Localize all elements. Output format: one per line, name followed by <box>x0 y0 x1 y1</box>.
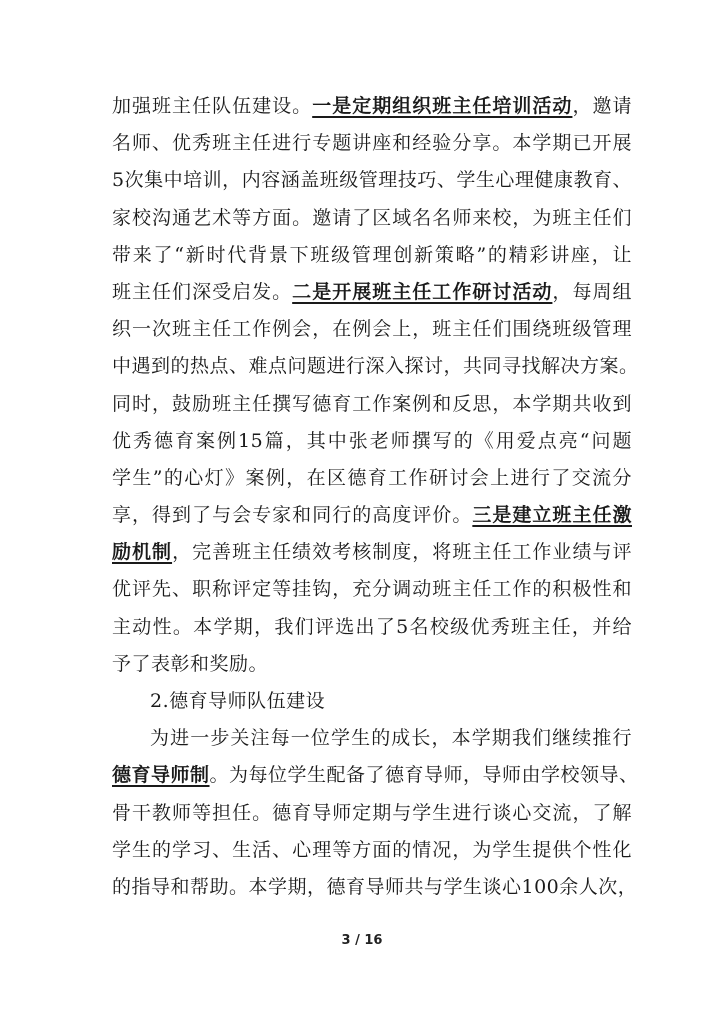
text-line: 优秀德育案例15篇，其中张老师撰写的《用爱点亮“问题 <box>112 429 632 452</box>
text-line: 中遇到的热点、难点问题进行深入探讨，共同寻找解决方案。 <box>112 355 639 378</box>
highlight-phrase: 励机制 <box>112 541 173 564</box>
text-line: 为进一步关注每一位学生的成长，本学期我们继续推行 <box>150 727 632 750</box>
highlight-phrase: 二是开展班主任工作研讨活动 <box>292 280 553 303</box>
text-line: 家校沟通艺术等方面。邀请了区域名名师来校，为班主任们 <box>112 206 632 229</box>
text-line: 学生”的心灯》案例，在区德育工作研讨会上进行了交流分 <box>112 466 632 489</box>
body-text <box>112 88 639 906</box>
text-line: 5次集中培训，内容涵盖班级管理技巧、学生心理健康教育、 <box>112 169 632 192</box>
text-line: 名师、优秀班主任进行专题讲座和经验分享。本学期已开展 <box>112 132 632 155</box>
text-line: 德育导师制。为每位学生配备了德育导师，导师由学校领导、 <box>112 764 639 787</box>
page-number: 3 / 16 <box>341 933 383 948</box>
text-line: 骨干教师等担任。德育导师定期与学生进行谈心交流，了解 <box>112 801 632 824</box>
text-line: 加强班主任队伍建设。一是定期组织班主任培训活动，邀请 <box>112 95 632 117</box>
text-line: 优评先、职称评定等挂钩，充分调动班主任工作的积极性和 <box>112 578 632 601</box>
text-line: 励机制，完善班主任绩效考核制度，将班主任工作业绩与评 <box>112 541 632 564</box>
highlight-phrase: 一是定期组织班主任培训活动 <box>312 95 573 117</box>
highlight-phrase: 德育导师制 <box>112 764 210 787</box>
section-heading: 2.德育导师队伍建设 <box>150 690 326 712</box>
text-line: 学生的学习、生活、心理等方面的情况，为学生提供个性化 <box>112 838 632 861</box>
text-line: 予了表彰和奖励。 <box>112 652 269 675</box>
text-line: 班主任们深受启发。二是开展班主任工作研讨活动，每周组 <box>112 280 632 303</box>
text-line: 享，得到了与会专家和同行的高度评价。三是建立班主任激 <box>112 504 632 527</box>
text-line: 的指导和帮助。本学期，德育导师共与学生谈心100余人次， <box>112 875 638 898</box>
text-line: 同时，鼓励班主任撰写德育工作案例和反思，本学期共收到 <box>112 392 632 415</box>
highlight-phrase: 三是建立班主任激 <box>472 504 632 527</box>
text-line: 织一次班主任工作例会，在例会上，班主任们围绕班级管理 <box>112 318 632 341</box>
text-line: 主动性。本学期，我们评选出了5名校级优秀班主任，并给 <box>112 615 632 638</box>
text-line: 带来了“新时代背景下班级管理创新策略”的精彩讲座，让 <box>112 243 632 266</box>
